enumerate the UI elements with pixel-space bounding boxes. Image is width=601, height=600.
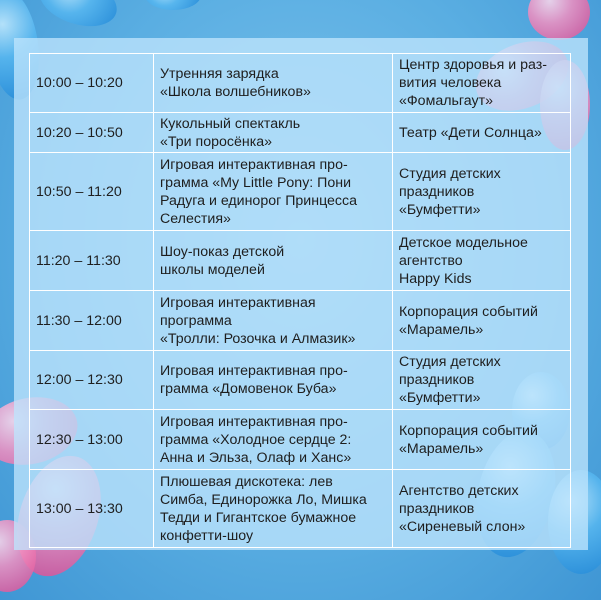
organizer-cell <box>393 113 571 153</box>
organizer-line: агентство <box>399 252 463 269</box>
schedule-row <box>30 113 571 153</box>
organizer-line: Детское модельное <box>399 234 528 251</box>
schedule-row <box>30 291 571 351</box>
schedule-row <box>30 54 571 113</box>
schedule-row <box>30 153 571 231</box>
event-line: Селестия» <box>160 210 231 227</box>
event-line: «Тролли: Розочка и Алмазик» <box>160 330 356 347</box>
blue-balloon-top-left-2 <box>33 0 123 35</box>
organizer-cell <box>393 351 571 410</box>
event-cell <box>154 410 393 470</box>
event-line: «Три поросёнка» <box>160 133 272 150</box>
time-cell: 10:00 – 10:20 <box>30 54 154 113</box>
organizer-line: Студия детских <box>399 165 501 182</box>
organizer-line: «Фомальгаут» <box>399 93 493 109</box>
event-line: Плюшевая дискотека: лев <box>160 473 333 490</box>
event-line: конфетти-шоу <box>160 527 254 544</box>
event-line: грамма «My Little Pony: Пони <box>160 174 352 191</box>
event-line: Кукольный спектакль <box>160 115 301 132</box>
event-line: Игровая интерактивная про- <box>160 363 348 379</box>
event-line: школы моделей <box>160 261 265 278</box>
event-cell <box>154 54 393 113</box>
organizer-line: «Марамель» <box>399 321 484 338</box>
organizer-line: «Сиреневый слон» <box>399 518 526 535</box>
time-cell: 12:30 – 13:00 <box>30 410 154 470</box>
organizer-cell <box>393 291 571 351</box>
event-cell <box>154 113 393 153</box>
event-line: Симба, Единорожка Ло, Мишка <box>160 491 367 508</box>
organizer-line: Агентство детских <box>399 482 519 499</box>
organizer-line: «Марамель» <box>399 440 484 457</box>
event-cell <box>154 291 393 351</box>
organizer-line: Корпорация событий <box>399 422 538 439</box>
event-line: Анна и Эльза, Олаф и Ханс» <box>160 449 352 466</box>
time-cell: 12:00 – 12:30 <box>30 351 154 410</box>
event-cell <box>154 351 393 410</box>
organizer-line: вития человека <box>399 75 502 91</box>
organizer-cell <box>393 54 571 113</box>
schedule-row <box>30 231 571 291</box>
event-line: Утренняя зарядка <box>160 66 279 82</box>
organizer-line: Happy Kids <box>399 270 472 287</box>
organizer-cell <box>393 153 571 231</box>
blue-balloon-top-center <box>145 0 201 10</box>
time-cell: 11:30 – 12:00 <box>30 291 154 351</box>
schedule-table <box>29 53 571 548</box>
event-line: грамма «Домовенок Буба» <box>160 381 337 397</box>
event-cell <box>154 153 393 231</box>
event-line: Игровая интерактивная <box>160 294 316 311</box>
organizer-line: праздников <box>399 183 475 200</box>
event-line: программа <box>160 312 232 329</box>
event-line: Игровая интерактивная про- <box>160 156 348 173</box>
organizer-line: праздников <box>399 372 475 388</box>
organizer-line: Студия детских <box>399 354 501 370</box>
organizer-line: Театр «Дети Солнца» <box>399 124 542 141</box>
schedule-row <box>30 410 571 470</box>
time-cell: 13:00 – 13:30 <box>30 470 154 548</box>
organizer-cell <box>393 231 571 291</box>
schedule-row <box>30 351 571 410</box>
time-cell: 10:20 – 10:50 <box>30 113 154 153</box>
event-cell <box>154 470 393 548</box>
organizer-line: праздников <box>399 500 475 517</box>
event-line: Шоу-показ детской <box>160 243 285 260</box>
organizer-line: «Бумфетти» <box>399 390 481 406</box>
event-line: Тедди и Гигантское бумажное <box>160 509 357 526</box>
pink-balloon-top-right <box>528 0 590 40</box>
event-cell <box>154 231 393 291</box>
schedule-row <box>30 470 571 548</box>
event-line: «Школа волшебников» <box>160 84 311 100</box>
organizer-line: Корпорация событий <box>399 303 538 320</box>
time-cell: 11:20 – 11:30 <box>30 231 154 291</box>
event-line: грамма «Холодное сердце 2: <box>160 431 352 448</box>
event-line: Радуга и единорог Принцесса <box>160 192 358 209</box>
organizer-line: Центр здоровья и раз- <box>399 57 547 73</box>
time-cell: 10:50 – 11:20 <box>30 153 154 231</box>
organizer-line: «Бумфетти» <box>399 201 481 218</box>
organizer-cell <box>393 470 571 548</box>
event-line: Игровая интерактивная про- <box>160 413 348 430</box>
organizer-cell <box>393 410 571 470</box>
